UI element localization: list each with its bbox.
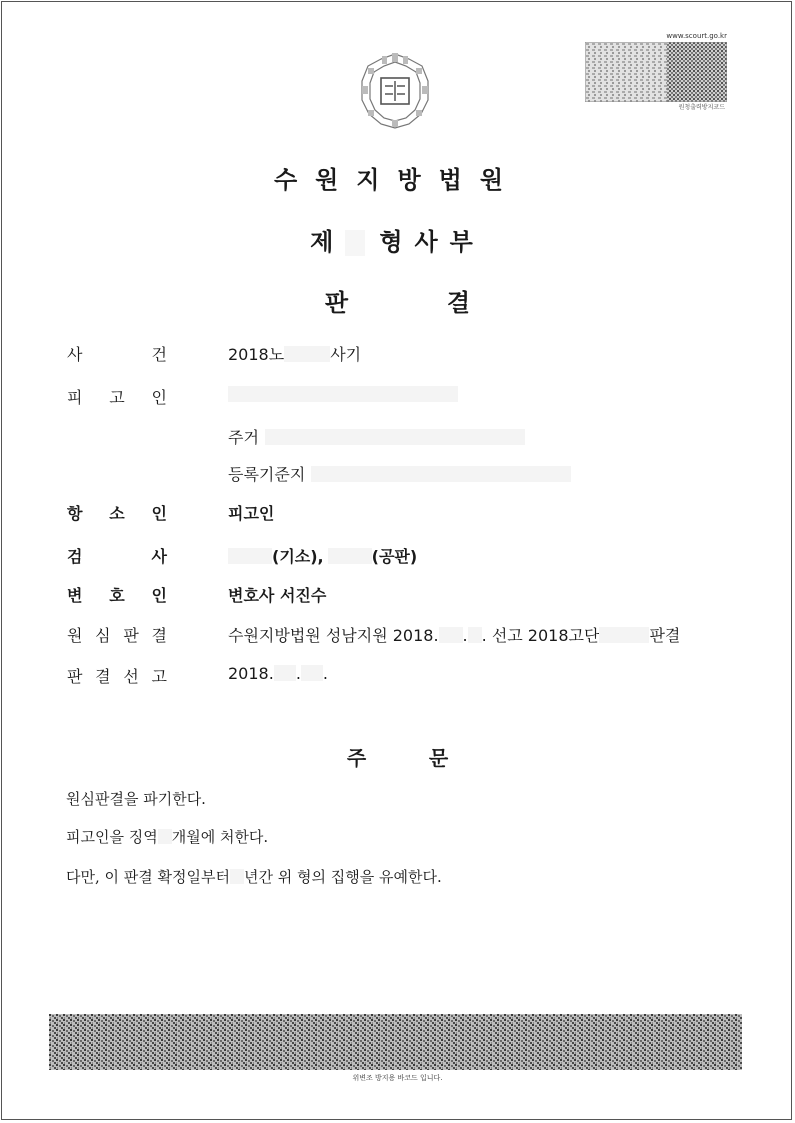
order-line-1: 원심판결을 파기한다. bbox=[66, 790, 206, 808]
label-original-judgment: 원 심 판 결 bbox=[67, 626, 167, 645]
division-name: 형사부 bbox=[379, 228, 485, 256]
label-sentencing-date: 판 결 선 고 bbox=[67, 667, 167, 686]
qr-pattern-icon bbox=[585, 42, 727, 102]
label-appellant: 항 소 인 bbox=[67, 504, 167, 523]
value-appellant: 피고인 bbox=[228, 504, 275, 523]
value-original-judgment: 수원지방법원 성남지원 2018. . . 선고 2018고단 판결 bbox=[228, 626, 681, 645]
value-address: 주거 bbox=[228, 425, 525, 448]
label-prosecutor: 검 사 bbox=[67, 547, 167, 566]
label-char: 건 bbox=[151, 345, 167, 364]
main-order-char: 문 bbox=[428, 746, 449, 770]
value-counsel: 변호사 서진수 bbox=[228, 586, 327, 605]
barcode-caption: 위변조 방지용 바코드 입니다. bbox=[352, 1074, 443, 1082]
copy-protection-code bbox=[585, 30, 730, 112]
court-emblem-icon bbox=[352, 48, 438, 134]
main-order-char: 주 bbox=[346, 746, 367, 770]
qr-caption: 원청출력방지코드 bbox=[678, 104, 725, 111]
qr-url: www.scourt.go.kr bbox=[666, 32, 727, 40]
value-registry: 등록기준지 bbox=[228, 462, 571, 485]
anti-forgery-barcode-icon bbox=[49, 1014, 742, 1070]
label-counsel: 변 호 인 bbox=[67, 586, 167, 605]
judgment-char: 판 bbox=[324, 289, 349, 317]
judgment-char: 결 bbox=[446, 289, 471, 317]
label-defendant: 피 고 인 bbox=[67, 388, 167, 407]
order-line-2: 피고인을 징역 개월에 처한다. bbox=[66, 828, 269, 846]
redacted-block bbox=[345, 230, 365, 256]
division-title bbox=[0, 222, 795, 257]
label-case bbox=[67, 342, 167, 365]
value-sentencing-date: 2018. . . bbox=[228, 664, 328, 683]
main-order-title bbox=[0, 742, 795, 771]
value-prosecutor: (기소), (공판) bbox=[228, 544, 417, 567]
label-char: 사 bbox=[67, 345, 83, 364]
value-case: 2018노 사기 bbox=[228, 345, 362, 364]
court-name: 수원지방법원 bbox=[273, 166, 522, 194]
order-line-3: 다만, 이 판결 확정일부터 년간 위 형의 집행을 유예한다. bbox=[66, 868, 442, 886]
division-prefix: 제 bbox=[310, 228, 346, 256]
judgment-title bbox=[0, 283, 795, 318]
value-defendant-redacted bbox=[228, 385, 458, 404]
